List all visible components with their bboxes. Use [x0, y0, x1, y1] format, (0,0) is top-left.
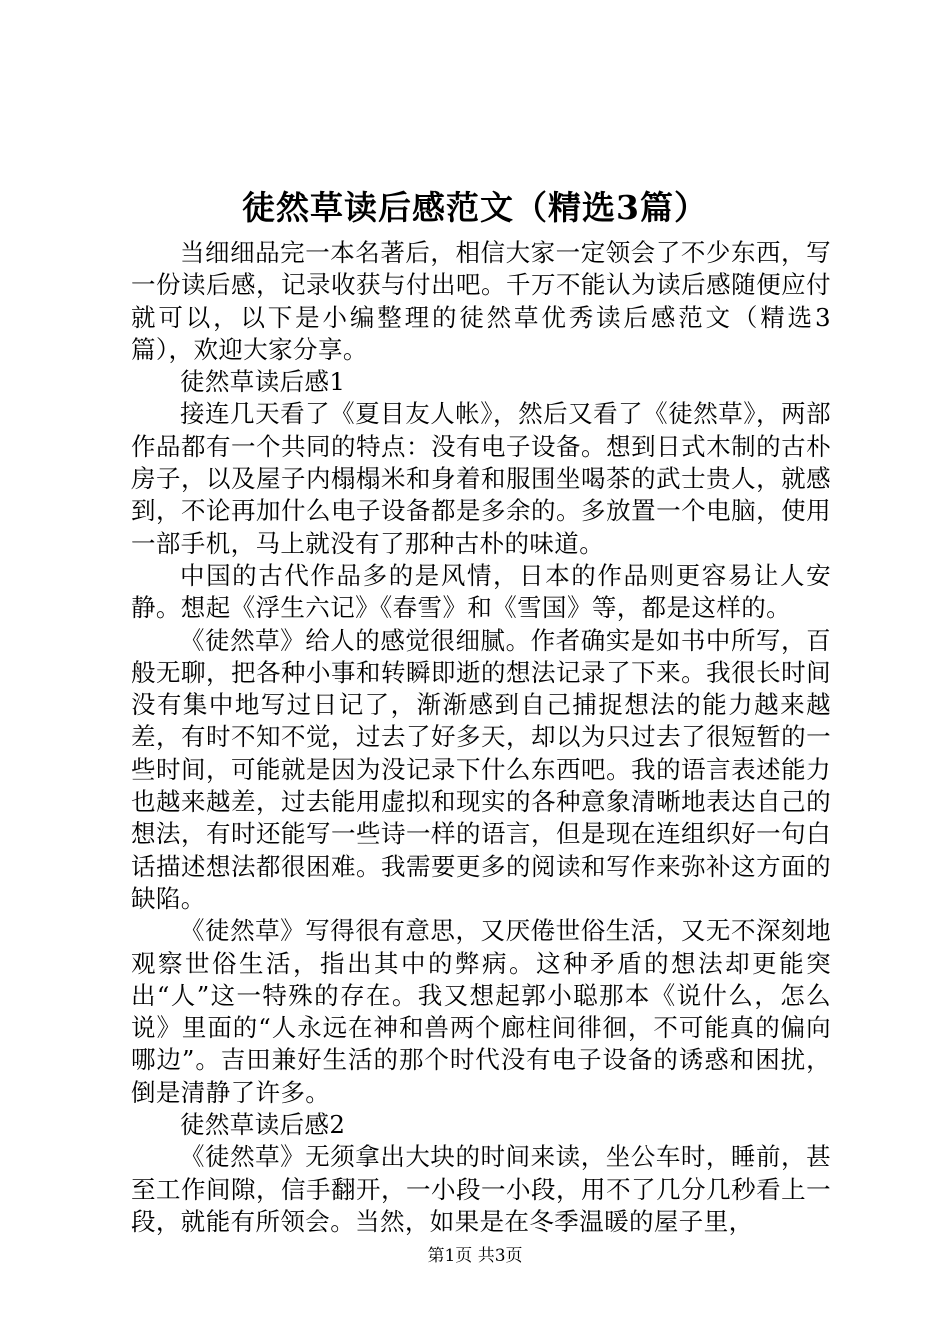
page-footer: 第1页 共3页 — [427, 1246, 523, 1266]
body-paragraph: 《徒然草》写得很有意思，又厌倦世俗生活，又无不深刻地观察世俗生活，指出其中的弊病。这种矛盾的想法却更能突出“人”这一特殊的存在。我又想起郭小聪那本《说什么，怎么说》里面的“人永远在神和兽两个廊柱间徘徊，不可能真的偏向哪边”。吉田兼好生活的那个时代没有电子设备的诱惑和困扰，倒是清静了许多。 — [131, 916, 831, 1107]
body-paragraph: 《徒然草》给人的感觉很细腻。作者确实是如书中所写，百般无聊，把各种小事和转瞬即逝的想法记录了下来。我很长时间没有集中地写过日记了，渐渐感到自己捕捉想法的能力越来越差，有时不知不觉，过去了好多天，却以为只过去了很短暂的一些时间，可能就是因为没记录下什么东西吧。我的语言表述能力也越来越差，过去能用虚拟和现实的各种意象清晰地表达自己的想法，有时还能写一些诗一样的语言，但是现在连组织好一句白话描述想法都很困难。我需要更多的阅读和写作来弥补这方面的缺陷。 — [131, 625, 831, 913]
intro-paragraph: 当细细品完一本名著后，相信大家一定领会了不少东西，写一份读后感，记录收获与付出吧。千万不能认为读后感随便应付就可以，以下是小编整理的徒然草优秀读后感范文（精选3篇），欢迎大家分享。 — [131, 238, 831, 364]
section-heading-2: 徒然草读后感2 — [180, 1110, 346, 1140]
document-title: 徒然草读后感范文（精选3篇） — [242, 188, 708, 227]
body-paragraph: 中国的古代作品多的是风情，日本的作品则更容易让人安静。想起《浮生六记》《春雪》和《雪国》等，都是这样的。 — [131, 560, 831, 623]
document-body — [131, 237, 831, 1238]
body-paragraph: 接连几天看了《夏目友人帐》，然后又看了《徒然草》，两部作品都有一个共同的特点：没有电子设备。想到日式木制的古朴房子，以及屋子内榻榻米和身着和服围坐喝茶的武士贵人，就感到，不论再加什么电子设备都是多余的。多放置一个电脑，使用一部手机，马上就没有了那种古朴的味道。 — [131, 399, 831, 558]
section-heading-1: 徒然草读后感1 — [180, 367, 346, 397]
body-paragraph: 《徒然草》无须拿出大块的时间来读，坐公车时，睡前，甚至工作间隙，信手翻开，一小段一小段，用不了几分几秒看上一段，就能有所领会。当然，如果是在冬季温暖的屋子里， — [131, 1142, 831, 1236]
